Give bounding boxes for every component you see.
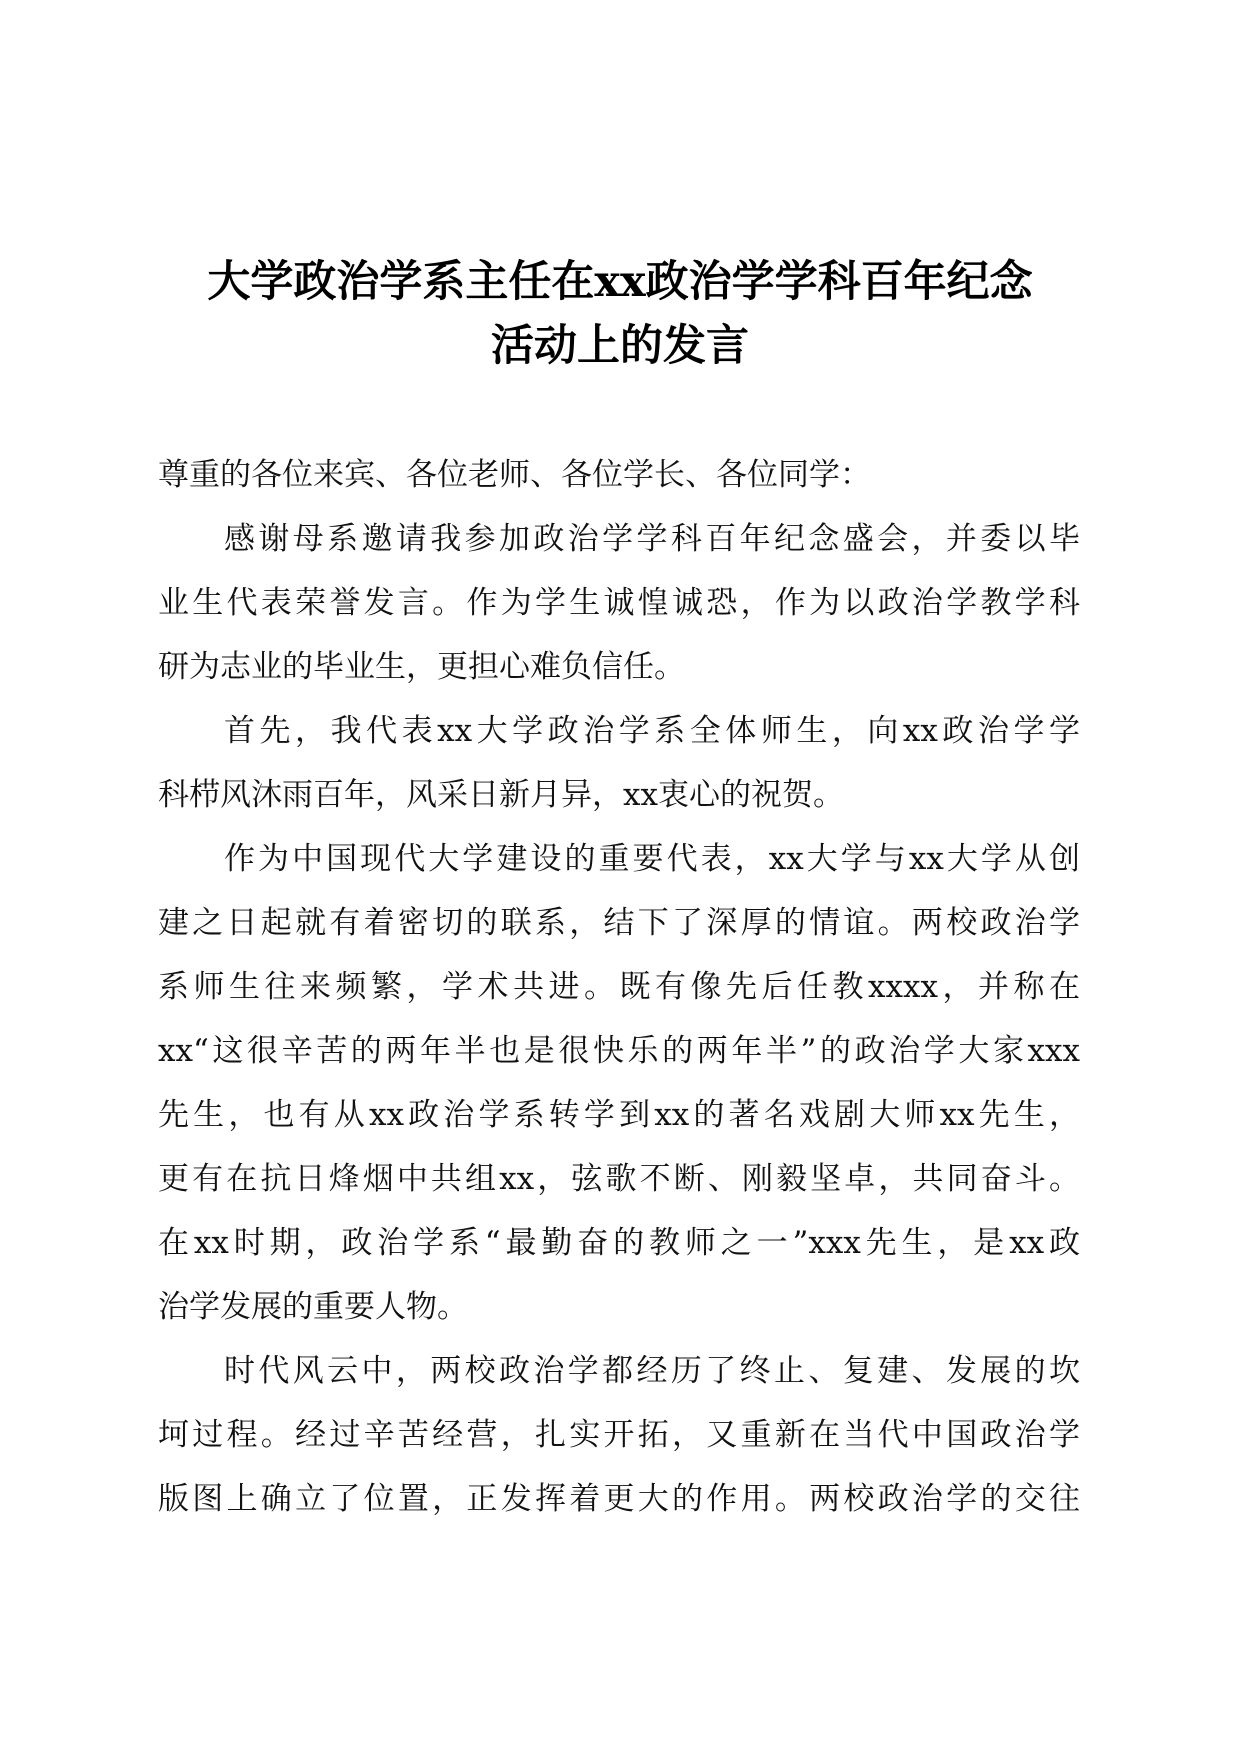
document-title — [150, 250, 1090, 378]
paragraph-line: 治学发展的重要人物。 — [158, 1289, 468, 1325]
paragraph-line: 建之日起就有着密切的联系，结下了深厚的情谊。两校政治学 — [158, 905, 1080, 941]
paragraph-4 — [158, 1339, 1080, 1531]
paragraph-line: 先生，也有从xx政治学系转学到xx的著名戏剧大师xx先生， — [158, 1097, 1080, 1133]
title-line-2: 活动上的发言 — [491, 321, 749, 371]
paragraph-2 — [158, 699, 1080, 827]
title-line-1: 大学政治学系主任在xx政治学学科百年纪念 — [207, 257, 1033, 307]
paragraph-line: 在xx时期，政治学系“最勤奋的教师之一”xxx先生，是xx政 — [158, 1225, 1080, 1261]
paragraph-line: 坷过程。经过辛苦经营，扎实开拓，又重新在当代中国政治学 — [158, 1417, 1080, 1453]
paragraph-1 — [158, 507, 1080, 699]
paragraph-line: 科栉风沐雨百年，风采日新月异，xx衷心的祝贺。 — [158, 777, 844, 813]
paragraph-line: 首先，我代表xx大学政治学系全体师生，向xx政治学学 — [224, 713, 1080, 749]
paragraph-line: 业生代表荣誉发言。作为学生诚惶诚恐，作为以政治学教学科 — [158, 585, 1080, 621]
paragraph-line: 感谢母系邀请我参加政治学学科百年纪念盛会，并委以毕 — [224, 521, 1080, 557]
paragraph-line: 研为志业的毕业生，更担心难负信任。 — [158, 649, 685, 685]
paragraph-line: xx“这很辛苦的两年半也是很快乐的两年半”的政治学大家xxx — [158, 1033, 1080, 1069]
document-body — [158, 443, 1080, 1531]
paragraph-line: 时代风云中，两校政治学都经历了终止、复建、发展的坎 — [224, 1353, 1080, 1389]
salutation: 尊重的各位来宾、各位老师、各位学长、各位同学： — [158, 457, 871, 493]
paragraph-line: 系师生往来频繁，学术共进。既有像先后任教xxxx，并称在 — [158, 969, 1080, 1005]
paragraph-line: 更有在抗日烽烟中共组xx，弦歌不断、刚毅坚卓，共同奋斗。 — [158, 1161, 1080, 1197]
paragraph-3 — [158, 827, 1080, 1339]
paragraph-line: 作为中国现代大学建设的重要代表，xx大学与xx大学从创 — [224, 841, 1080, 877]
paragraph-line: 版图上确立了位置，正发挥着更大的作用。两校政治学的交往 — [158, 1481, 1080, 1517]
